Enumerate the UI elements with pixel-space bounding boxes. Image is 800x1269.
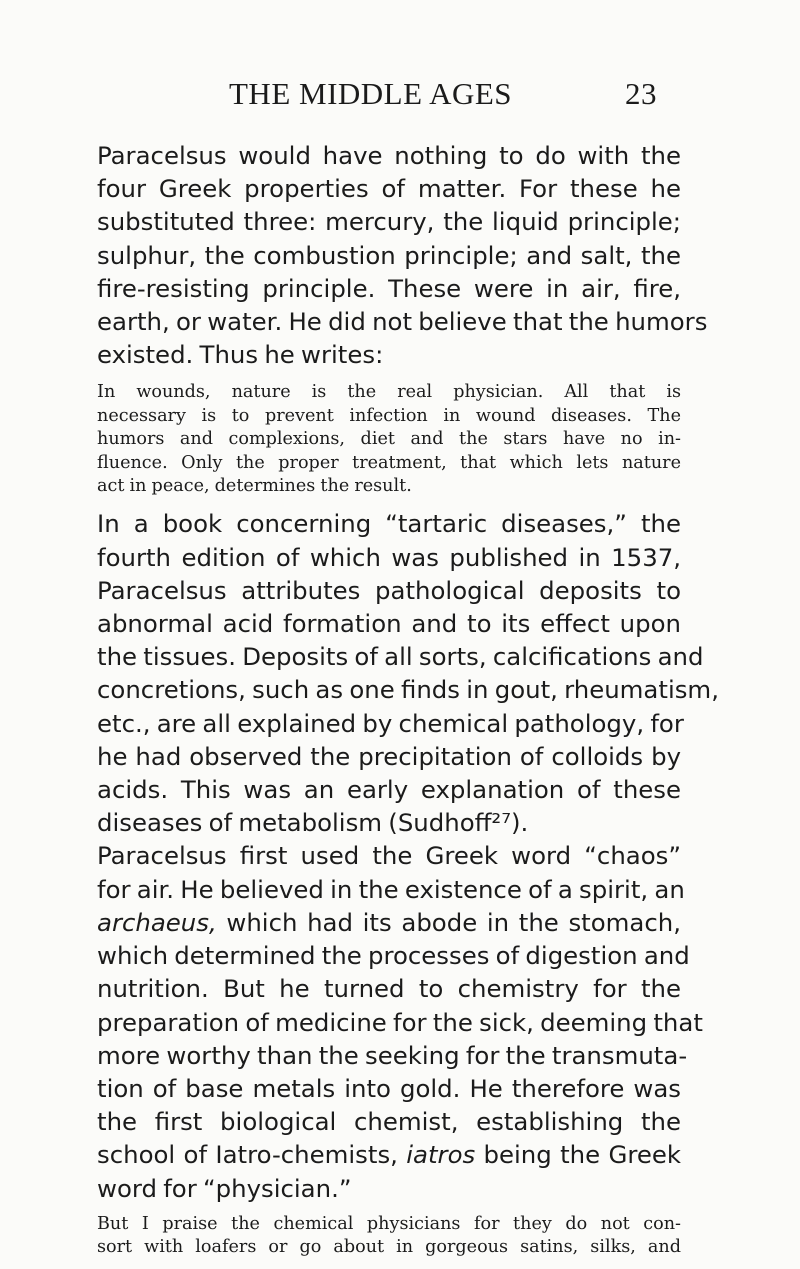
text-line: preparation of medicine for the sick, deeming that	[97, 1007, 703, 1037]
quote-line: But I praise the chemical physicians for they do not con-	[97, 1213, 681, 1234]
text-line: etc., are all explained by chemical pathology, for	[97, 708, 684, 738]
block-quote-1	[97, 381, 681, 498]
text-line: sulphur, the combustion principle; and salt, the	[97, 240, 681, 270]
quote-line: In wounds, nature is the real physician. All that is	[97, 382, 681, 403]
quote-line: act in peace, determines the result.	[97, 476, 412, 497]
text-line: existed. Thus he writes:	[97, 340, 384, 370]
text-line: Paracelsus attributes pathological deposits to	[97, 575, 681, 605]
text-line: acids. This was an early explanation of these	[97, 775, 681, 805]
text-line: four Greek properties of matter. For these he	[97, 174, 681, 204]
page-number: 23	[625, 76, 657, 111]
italic-term: iatros	[406, 1140, 476, 1170]
running-title: THE MIDDLE AGES	[229, 76, 513, 111]
quote-line: sort with loafers or go about in gorgeous satins, silks, and	[97, 1237, 681, 1258]
text-line: word for “physician.”	[97, 1173, 352, 1203]
text-line: concretions, such as one finds in gout, rheumatism,	[97, 675, 719, 705]
text-line: the first biological chemist, establishing the	[97, 1107, 681, 1137]
text-line: tion of base metals into gold. He therefore was	[97, 1073, 681, 1103]
paragraph-3	[97, 839, 703, 1204]
text-line: abnormal acid formation and to its effect upon	[97, 609, 681, 639]
block-quote-2	[97, 1213, 681, 1260]
text-line: the tissues. Deposits of all sorts, calcifications and	[97, 642, 704, 672]
text-line: nutrition. But he turned to chemistry for the	[97, 974, 681, 1004]
italic-term: archaeus,	[97, 907, 217, 937]
text-fragment: being the Greek	[475, 1140, 681, 1170]
paragraph-2	[97, 507, 719, 839]
text-line: diseases of metabolism (Sudhoff²⁷).	[97, 808, 529, 838]
text-fragment: which had its abode in the stomach,	[216, 907, 681, 937]
text-fragment: school of Iatro-chemists,	[97, 1140, 407, 1170]
page-body	[97, 139, 719, 1260]
text-line: fire-resisting principle. These were in air, fire,	[97, 273, 681, 303]
text-line: In a book concerning “tartaric diseases,” the	[97, 509, 681, 539]
text-line: more worthy than the seeking for the transmuta-	[97, 1040, 688, 1070]
text-line	[97, 1138, 681, 1171]
text-line: Paracelsus first used the Greek word “chaos”	[97, 841, 681, 871]
text-line: earth, or water. He did not believe that the humors	[97, 307, 708, 337]
text-line: he had observed the precipitation of colloids by	[97, 741, 681, 771]
text-line: fourth edition of which was published in 1537,	[97, 542, 681, 572]
text-line: for air. He believed in the existence of a spirit, an	[97, 874, 685, 904]
paragraph-1	[97, 139, 708, 371]
text-line	[97, 906, 681, 939]
quote-line: fluence. Only the proper treatment, that which lets nature	[97, 452, 681, 473]
quote-line: necessary is to prevent infection in wound diseases. The	[97, 405, 681, 426]
text-line: which determined the processes of digestion and	[97, 941, 690, 971]
text-line: substituted three: mercury, the liquid principle;	[97, 207, 681, 237]
quote-line: humors and complexions, diet and the stars have no in-	[97, 429, 681, 450]
text-line: Paracelsus would have nothing to do with the	[97, 141, 681, 170]
